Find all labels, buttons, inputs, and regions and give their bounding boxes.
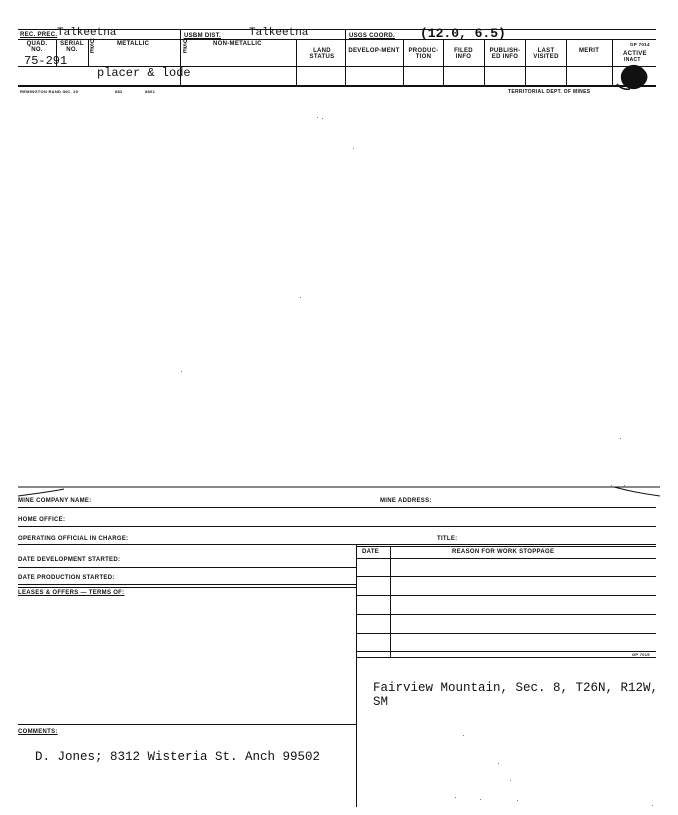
header-divider: [443, 39, 444, 86]
home-office-label: HOME OFFICE:: [18, 517, 66, 523]
header-divider: [525, 39, 526, 86]
rec-prec-label: REC. PREC.: [20, 32, 58, 38]
serial-value: 75-291: [24, 54, 68, 68]
stoppage-rule: [356, 651, 656, 652]
last-visited-header: LAST VISITED: [533, 48, 559, 60]
header-divider: [88, 39, 89, 66]
scan-speck: [498, 763, 499, 764]
use-flag-metallic: U S E: [90, 39, 95, 55]
date-dev-started-label: DATE DEVELOPMENT STARTED:: [18, 557, 121, 563]
quad-no-header: QUAD. NO.: [26, 41, 48, 53]
form-rule: [18, 567, 356, 568]
scan-speck: [463, 735, 464, 736]
rec-prec-value: Talkeetna: [57, 27, 117, 39]
operating-official-label: OPERATING OFFICIAL IN CHARGE:: [18, 536, 129, 542]
form-divider: [356, 544, 357, 807]
ink-blot-icon: [614, 62, 650, 92]
inactive-header: IN​ACT: [624, 57, 641, 63]
date-prod-started-label: DATE PRODUCTION STARTED:: [18, 575, 115, 581]
serial-no-header: SERIAL NO.: [60, 41, 84, 53]
printer-code-1: 882: [115, 89, 123, 94]
scan-speck: [300, 297, 301, 298]
production-header: PRODUC-TION: [408, 48, 439, 60]
header-divider: [484, 39, 485, 86]
active-header: ACTIVE: [623, 51, 647, 57]
stoppage-reason-header: REASON FOR WORK STOPPAGE: [452, 549, 555, 555]
header-bottom-rule: [18, 85, 656, 87]
stoppage-date-divider: [390, 546, 391, 658]
scan-speck: [322, 118, 323, 119]
header-divider: [296, 39, 297, 86]
usgs-coord-label: USGS COORD.: [349, 33, 395, 39]
stoppage-rule: [356, 633, 656, 634]
form-number-top: GP 7014: [630, 42, 650, 47]
header-divider: [612, 39, 613, 86]
stoppage-rule: [356, 614, 656, 615]
header-row1-bottom-rule: [18, 39, 656, 40]
scan-speck: [455, 797, 456, 798]
scan-speck: [353, 148, 354, 149]
printer-line: REMINGTON RAND INC. 20: [20, 89, 79, 94]
usbm-dist-value: Talkeetna: [249, 27, 309, 39]
use-flag-nonmetallic: U S E: [183, 39, 188, 55]
form-rule: [18, 544, 656, 545]
title-label: TITLE:: [437, 536, 458, 542]
header-divider: [403, 39, 404, 86]
comments-label: COMMENTS:: [18, 729, 58, 735]
stoppage-rule: [356, 657, 656, 658]
header-divider: [345, 29, 346, 86]
dept-label: TERRITORIAL DEPT. OF MINES: [508, 89, 591, 95]
form-rule: [18, 507, 656, 508]
scan-speck: [317, 117, 318, 118]
stoppage-date-header: DATE: [362, 549, 380, 555]
scan-speck: [652, 805, 653, 806]
land-status-header: LAND STATUS: [309, 48, 335, 60]
leases-label: LEASES & OFFERS — TERMS OF:: [18, 590, 125, 596]
development-header: DEVELOP-MENT: [348, 48, 400, 54]
scan-speck: [517, 800, 518, 801]
merit-header: MERIT: [579, 48, 600, 54]
scan-speck: [480, 799, 481, 800]
filed-info-header: FILED INFO: [454, 48, 473, 60]
stoppage-rule: [356, 595, 656, 596]
card-edge-curve: [14, 482, 664, 504]
scan-speck: [510, 780, 511, 781]
mine-address-label: MINE ADDRESS:: [380, 498, 432, 504]
published-info-header: PUBLISH-ED INFO: [489, 48, 521, 60]
scan-speck: [181, 371, 182, 372]
form-rule: [18, 526, 656, 527]
stoppage-rule: [356, 576, 656, 577]
metallic-header: METALLIC: [117, 41, 150, 47]
form-rule: [18, 587, 356, 588]
scan-speck: [620, 438, 621, 439]
stoppage-rule: [356, 546, 656, 547]
form-rule: [18, 724, 356, 725]
header-divider: [566, 39, 567, 86]
usbm-dist-label: USBM DIST.: [184, 33, 222, 39]
usgs-coord-value: (12.0, 6.5): [420, 26, 506, 41]
mine-company-name-label: MINE COMPANY NAME:: [18, 498, 92, 504]
stoppage-rule: [356, 558, 656, 559]
non-metallic-header: NON-METALLIC: [213, 41, 262, 47]
form-number-bottom: GP 7015: [632, 652, 650, 657]
form-rule: [18, 584, 356, 585]
location-text: Fairview Mountain, Sec. 8, T26N, R12W, SM: [373, 681, 659, 709]
printer-code-2: 8801: [145, 89, 156, 94]
comments-text: D. Jones; 8312 Wisteria St. Anch 99502: [35, 750, 321, 764]
commodity-value: placer & lode: [97, 66, 191, 80]
